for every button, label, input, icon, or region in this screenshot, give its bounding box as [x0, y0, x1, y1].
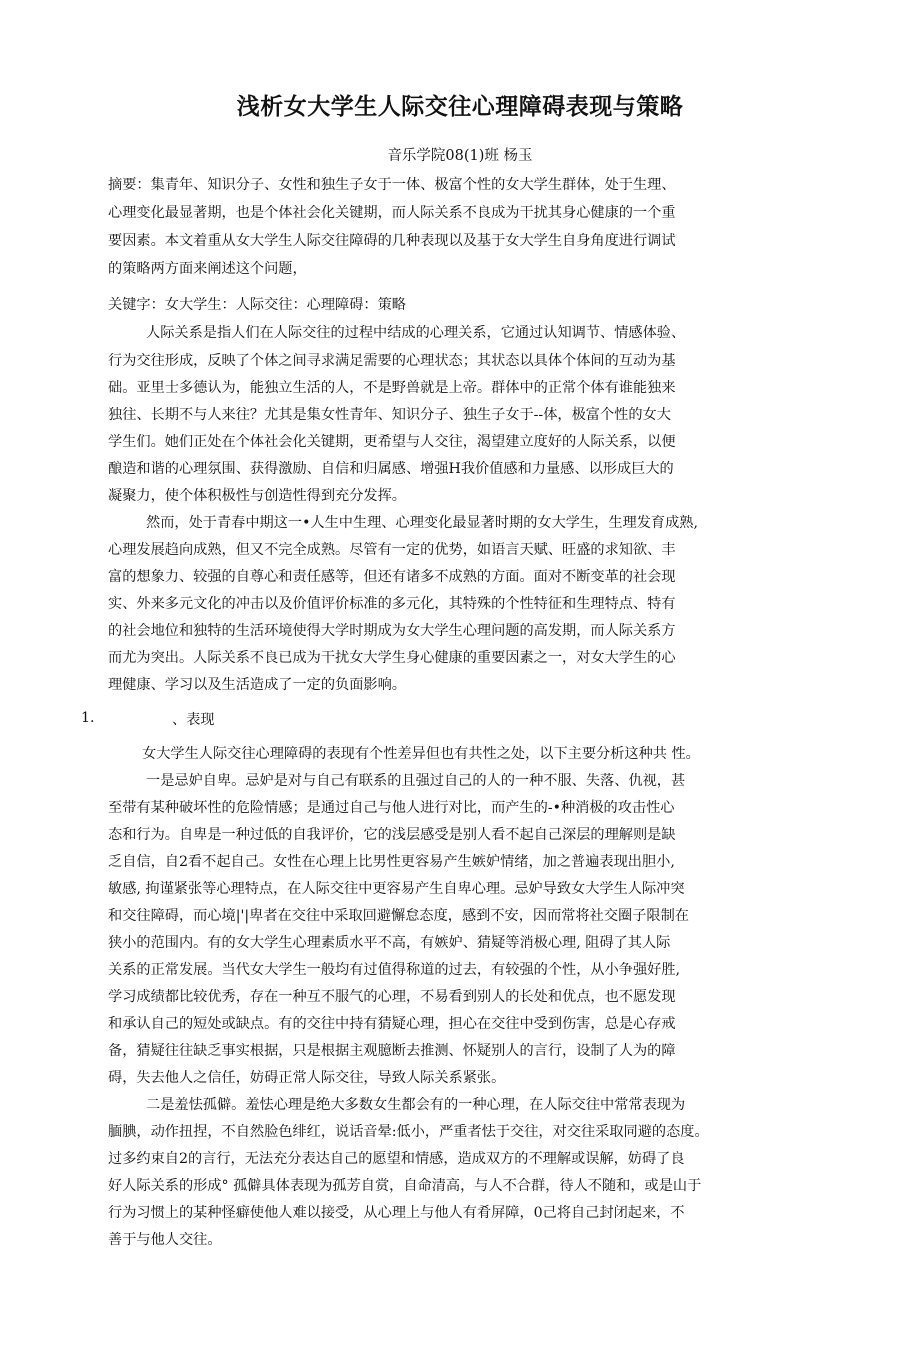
paragraph-line: 敏感, 拘谨紧张等心理特点，在人际交往中更容易产生自卑心理。忌妒导致女大学生人际冲突 — [108, 881, 685, 897]
paragraph-line: 狭小的范围内。有的女大学生心理素质水平不高，有嫉妒、猜疑等消极心理, 阻碍了其人际 — [108, 935, 671, 951]
abstract-line: 的策略两方面来阐述这个问题， — [108, 261, 307, 277]
paragraph-line: 凝聚力，使个体积极性与创造性得到充分发挥。 — [108, 488, 406, 504]
paragraph-line: 富的想象力、较强的自尊心和责任感等，但还有诸多不成熟的方面。面对不断变革的社会现 — [108, 569, 676, 585]
paragraph-line: 二是羞怯孤僻。羞怯心理是绝大多数女生都会有的一种心理，在人际交往中常常表现为 — [146, 1097, 686, 1113]
section-number: 1. — [81, 710, 95, 726]
paragraph-line: 腼腆，动作扭捏，不自然脸色绯红，说话音晕:低小，严重者怯于交往，对交往采取同避的态度。 — [108, 1124, 709, 1140]
paragraph-line: 实、外来多元文化的冲击以及价值评价标准的多元化，其特殊的个性特征和生理特点、特有 — [108, 596, 676, 612]
document-title: 浅析女大学生人际交往心理障碍表现与策略 — [236, 94, 684, 120]
paragraph-line: 过多约束自2的言行，无法充分表达自己的愿望和情感，造成双方的不理解或误解，妨碍了良 — [108, 1151, 685, 1167]
paragraph-line: 人际关系是指人们在人际交往的过程中结成的心理关系，它通过认知调节、情感体验、 — [146, 325, 686, 341]
keywords-line: 关键字：女大学生：人际交往：心理障碍：策略 — [108, 297, 406, 313]
paragraph-line: 行为习惯上的某种怪癖使他人难以接受，从心理上与他人有肴屏障，0己将自己封闭起来，不 — [108, 1205, 685, 1221]
paragraph-line: 酿造和谐的心理氛围、获得激励、自信和归属感、增强H我价值感和力量感、以形成巨大的 — [108, 461, 674, 477]
paragraph-line: 和交往障碍，而心境|'|卑者在交往中采取回避懈怠态度，感到不安，因而常将社交圈子限制在 — [108, 908, 689, 924]
paragraph-line: 而尤为突出。人际关系不良已成为干扰女大学生身心健康的重要因素之一，对女大学生的心 — [108, 650, 676, 666]
paragraph-line: 独往、长期不与人来往？尤其是集女性青年、知识分子、独生子女于--体，极富个性的女大 — [108, 407, 671, 423]
paragraph-line: 心理发展趋向成熟，但又不完全成熟。尽管有一定的优势，如语言天赋、旺盛的求知欲、丰 — [108, 542, 676, 558]
paragraph-line: 至带有某种破坏性的危险情感；是通过自己与他人进行对比，而产生的-•种消极的攻击性心 — [108, 800, 675, 816]
paragraph-line: 善于与他人交往。 — [108, 1232, 222, 1248]
author-line: 音乐学院08(1)班 杨玉 — [387, 148, 533, 164]
abstract-line: 心理变化最显著期，也是个体社会化关键期，而人际关系不良成为干扰其身心健康的一个重 — [108, 205, 676, 221]
paragraph-line: 的社会地位和独特的生活环境使得大学时期成为女大学生心理问题的高发期，而人际关系方 — [108, 623, 676, 639]
abstract-line: 摘要：集青年、知识分子、女性和独生子女于一体、极富个性的女大学生群体，处于生理、 — [108, 177, 676, 193]
paragraph-line: 备，猜疑往往缺乏事实根据，只是根据主观臆断去推测、怀疑别人的言行，设制了人为的障 — [108, 1043, 676, 1059]
paragraph-line: 理健康、学习以及生活造成了一定的负面影响。 — [108, 677, 406, 693]
paragraph-line: 好人际关系的形成° 孤僻具体表现为孤芳自赏，自命清高，与人不合群，待人不随和，或是山于 — [108, 1178, 702, 1194]
paragraph-line: 碍，失去他人之信任，妨碍正常人际交往，导致人际关系紧张。 — [108, 1070, 506, 1086]
paragraph-line: 然而，处于青春中期这一•人生中生理、心理变化最显著时期的女大学生，生理发育成熟, — [146, 515, 699, 531]
paragraph-line: 乏自信，自2看不起自己。女性在心理上比男性更容易产生嫉妒情绪，加之普遍表现出胆小, — [108, 854, 675, 870]
paragraph-line: 一是忌妒自卑。忌妒是对与自己有联系的且强过自己的人的一种不服、失落、仇视，甚 — [146, 773, 686, 789]
abstract-line: 要因素。本文着重从女大学生人际交往障碍的几种表现以及基于女大学生自身角度进行调试 — [108, 233, 676, 249]
paragraph-line: 行为交往形成，反映了个体之间寻求满足需要的心理状态；其状态以具体个体间的互动为基 — [108, 353, 676, 369]
paragraph-line: 态和行为。自卑是一种过低的自我评价，它的浅层感受是别人看不起自己深层的理解则是缺 — [108, 827, 676, 843]
section-title: 、表现 — [172, 712, 215, 728]
paragraph-line: 学习成绩都比较优秀，存在一种互不服气的心理，不易看到别人的长处和优点，也不愿发现 — [108, 989, 676, 1005]
paragraph-line: 关系的正常发展。当代女大学生一般均有过值得称道的过去，有较强的个性，从小争强好胜, — [108, 962, 681, 978]
paragraph-line: 和承认自己的短处或缺点。有的交往中持有猜疑心理，担心在交往中受到伤害，总是心存戒 — [108, 1016, 676, 1032]
paragraph-line: 础。亚里士多德认为，能独立生活的人，不是野兽就是上帝。群体中的正常个体有谁能独来 — [108, 380, 676, 396]
paragraph-line: 学生们。她们正处在个体社会化关键期，更希望与人交往，渴望建立度好的人际关系，以便 — [108, 434, 676, 450]
paragraph-line: 女大学生人际交往心理障碍的表现有个性差异但也有共性之处，以下主要分析这种共 性。 — [142, 746, 700, 762]
